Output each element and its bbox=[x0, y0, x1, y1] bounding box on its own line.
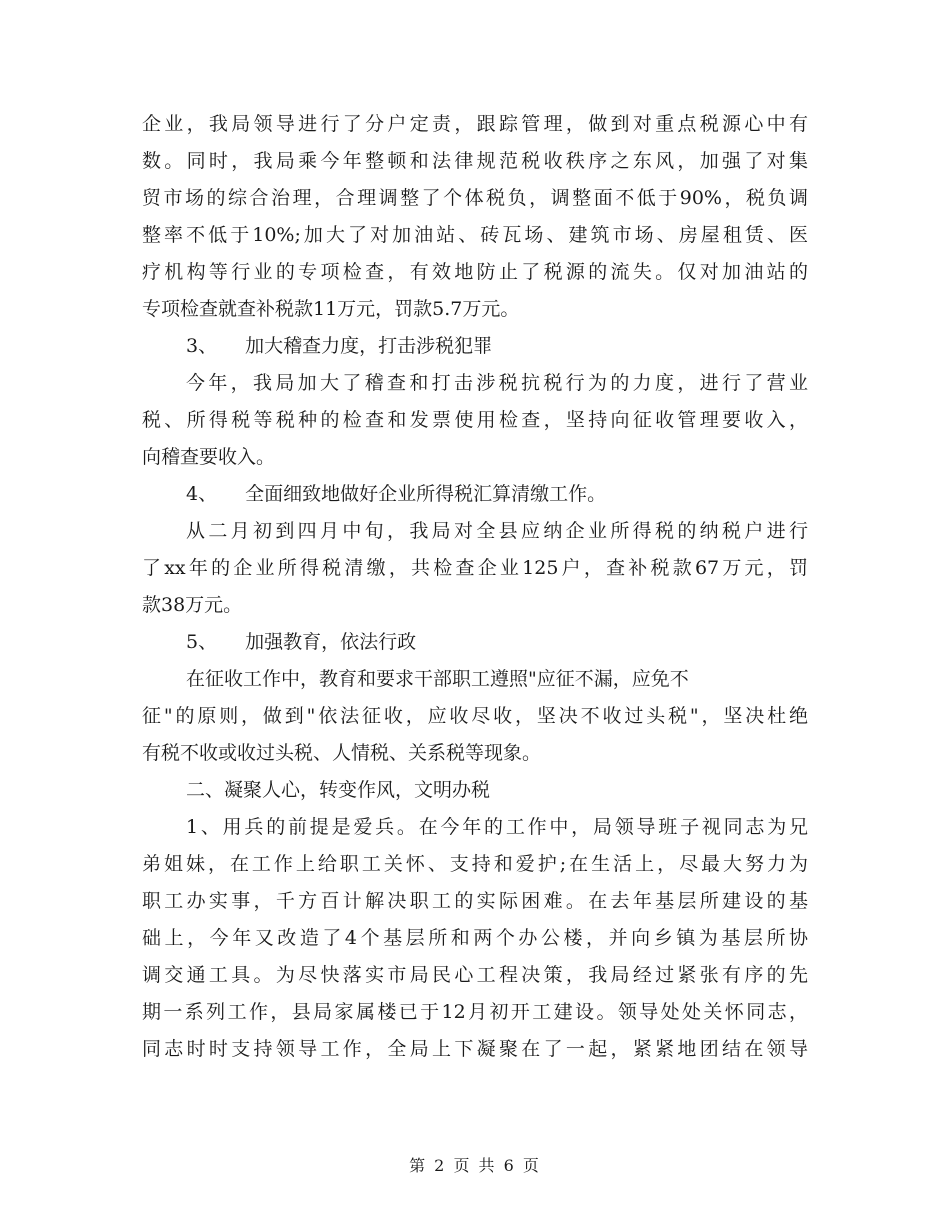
text-line: 贸市场的综合治理，合理调整了个体税负，调整面不低于90%，税负调 bbox=[142, 187, 808, 209]
heading-text: 加大稽查力度，打击涉税犯罪 bbox=[245, 335, 493, 357]
text-line: 征"的原则，做到"依法征收，应收尽收，坚决不收过头税"，坚决杜绝 bbox=[142, 705, 808, 727]
text-line: 数。同时，我局乘今年整顿和法律规范税收秩序之东风，加强了对集 bbox=[142, 150, 808, 172]
text-line: 专项检查就查补税款11万元，罚款5.7万元。 bbox=[142, 298, 520, 320]
text-line: 调交通工具。为尽快落实市局民心工程决策，我局经过紧张有序的先 bbox=[142, 964, 808, 986]
page-number: 2 bbox=[434, 1156, 447, 1175]
text-line: 了xx年的企业所得税清缴，共检查企业125户，查补税款67万元，罚 bbox=[142, 557, 808, 579]
text-line: 在征收工作中，教育和要求干部职工遵照"应征不漏，应免不 bbox=[186, 668, 689, 690]
heading-number: 5、 bbox=[186, 631, 218, 653]
section-heading-3 bbox=[142, 328, 808, 365]
text-line: 有税不收或收过头税、人情税、关系税等现象。 bbox=[142, 742, 542, 764]
text-line: 弟姐妹，在工作上给职工关怀、支持和爱护;在生活上，尽最大努力为 bbox=[142, 853, 808, 875]
footer-suffix: 页 bbox=[522, 1156, 541, 1175]
text-line: 向稽查要收入。 bbox=[142, 446, 276, 468]
text-line: 税、所得税等税种的检查和发票使用检查，坚持向征收管理要收入， bbox=[142, 409, 808, 431]
text-line: 今年，我局加大了稽查和打击涉税抗税行为的力度，进行了营业 bbox=[186, 372, 808, 394]
section-title-2: 二、凝聚人心，转变作风，文明办税 bbox=[186, 779, 491, 801]
footer-middle: 页 共 bbox=[453, 1156, 497, 1175]
section-heading-4 bbox=[142, 476, 808, 513]
text-line: 同志时时支持领导工作，全局上下凝聚在了一起，紧紧地团结在领导 bbox=[142, 1038, 808, 1060]
text-line: 疗机构等行业的专项检查，有效地防止了税源的流失。仅对加油站的 bbox=[142, 261, 808, 283]
text-line: 款38万元。 bbox=[142, 594, 243, 616]
page-total: 6 bbox=[503, 1156, 516, 1175]
page-footer bbox=[0, 1153, 950, 1176]
text-line: 职工办实事，千方百计解决职工的实际困难。在去年基层所建设的基 bbox=[142, 890, 808, 912]
text-line: 企业，我局领导进行了分户定责，跟踪管理，做到对重点税源心中有 bbox=[142, 113, 808, 135]
heading-text: 加强教育，依法行政 bbox=[245, 631, 417, 653]
heading-number: 3、 bbox=[186, 335, 218, 357]
text-line: 从二月初到四月中旬，我局对全县应纳企业所得税的纳税户进行 bbox=[186, 520, 808, 542]
footer-prefix: 第 bbox=[409, 1156, 428, 1175]
section-heading-5 bbox=[142, 624, 808, 661]
text-line: 整率不低于10%;加大了对加油站、砖瓦场、建筑市场、房屋租赁、医 bbox=[142, 224, 808, 246]
text-line: 础上，今年又改造了4个基层所和两个办公楼，并向乡镇为基层所协 bbox=[142, 927, 808, 949]
text-line: 期一系列工作，县局家属楼已于12月初开工建设。领导处处关怀同志， bbox=[142, 1001, 808, 1023]
document-body bbox=[142, 106, 808, 1068]
heading-text: 全面细致地做好企业所得税汇算清缴工作。 bbox=[245, 483, 607, 505]
text-line: 1、用兵的前提是爱兵。在今年的工作中，局领导班子视同志为兄 bbox=[186, 816, 808, 838]
heading-number: 4、 bbox=[186, 483, 218, 505]
